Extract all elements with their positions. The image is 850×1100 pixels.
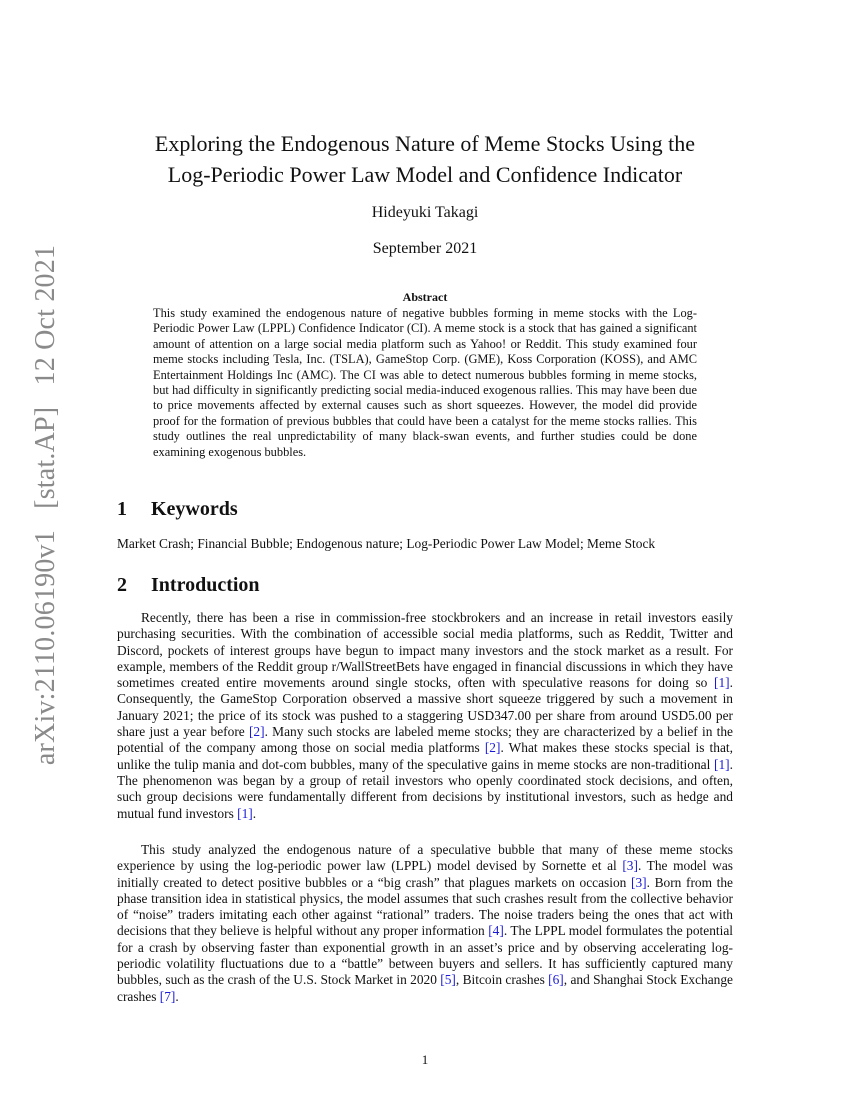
paragraph-text: . The phenomenon was began by a group of retail investors who openly coordinated stock decisions, and often, such group decisions were fundamentally different from decisions by institutional investors, such as hedge and mutual fund investors [117,756,733,821]
citation-link[interactable]: [1] [237,805,253,821]
arxiv-id: arXiv:2110.06190v1 [30,530,61,766]
paragraph-text: . The model was initially created to detect positive bubbles or a “big crash” that plagues markets on occasion [117,858,733,890]
paper-author: Hideyuki Takagi [371,204,479,221]
arxiv-identifier-stamp [30,231,62,765]
introduction-paragraph-2 [117,842,733,1005]
paper-title-line-2: Log-Periodic Power Law Model and Confidence Indicator [167,162,683,187]
citation-link[interactable]: [6] [548,972,564,988]
paragraph-text: , Bitcoin crashes [455,972,549,988]
citation-link[interactable]: [2] [484,740,501,756]
keywords-text: Market Crash; Financial Bubble; Endogenous nature; Log-Periodic Power Law Model; Meme Stock [117,536,656,551]
citation-link[interactable]: [1] [714,756,730,772]
section-number: 1 [117,498,127,520]
paper-title [110,128,740,190]
citation-link[interactable]: [3] [631,874,647,890]
paragraph-text: . [175,988,179,1004]
citation-link[interactable]: [4] [488,923,504,939]
paragraph-text: . Born from the phase transition idea in statistical physics, the model assumes that such crashes result from the collective behavior of “noise” traders imitating each other against “rational” traders. The noise traders being the ones that act with decisions that they believe is helpful without any proper information [117,874,734,939]
abstract-text: This study examined the endogenous nature of negative bubbles forming in meme stocks with the Log-Periodic Power Law (LPPL) Confidence Indicator (CI). A meme stock is a stock that has gained a significant amount of attention on a large social media platform such as Yahoo! or Reddit. This study examined four meme stocks including Tesla, Inc. (TSLA), GameStop Corp. (GME), Koss Corporation (KOSS), and AMC Entertainment Holdings Inc (AMC). The CI was able to detect numerous bubbles forming in meme stocks, but had difficulty in significantly predicting social media-induced exogenous rallies. This may have been due to price movements affected by external causes such as short squeezes. However, the model did provide proof for the formation of previous bubbles that could have been a catalyst for the meme stocks rallies. This study outlines the real unpredictability of many black-swan events, and further studies could be done examining exogenous bubbles. [153,306,697,459]
citation-link[interactable]: [1] [714,675,730,691]
paragraph-text: . Consequently, the GameStop Corporation observed a massive short squeeze triggered by such a movement in January 2021; the price of its stock was pushed to a staggering USD347.00 per share from around USD5.00 per share just a year before [117,675,733,740]
section-heading-introduction [117,574,260,597]
citation-link[interactable]: [7] [159,988,176,1004]
citation-link[interactable]: [2] [248,724,265,740]
paper-date: September 2021 [372,240,478,257]
section-heading-keywords [117,498,238,521]
paragraph-text: Recently, there has been a rise in commission-free stockbrokers and an increase in retail investors easily purchasing securities. With the combination of accessible social media platforms, such as Reddit, Twitter and Discord, pockets of interest groups have begun to impact many investors and the stock market as a result. For example, members of the Reddit group r/WallStreetBets have engaged in financial discussions in which they have sometimes created entire movements around single stocks, often with speculative reasons for doing so [117,610,733,691]
citation-link[interactable]: [5] [440,972,456,988]
abstract-heading: Abstract [402,290,448,304]
section-title: Introduction [151,574,260,596]
arxiv-category: [stat.AP] [30,406,61,509]
paragraph-text: . Many such stocks are labeled meme stocks; they are characterized by a belief in the potential of the company among those on social media platforms [117,724,733,756]
section-number: 2 [117,574,127,596]
citation-link[interactable]: [3] [622,858,638,874]
paragraph-text: . What makes these stocks special is that, unlike the tulip mania and dot-com bubbles, many of the speculative gains in meme stocks are non-traditional [117,740,733,772]
page-number: 1 [421,1052,429,1067]
paragraph-text: . [252,805,257,821]
section-title: Keywords [151,498,238,520]
arxiv-date: 12 Oct 2021 [30,244,61,386]
paragraph-text: . The LPPL model formulates the potential for a crash by observing faster than exponential growth in an asset’s price and by observing accelerating log-periodic volatility fluctuations due to a “battle” between buyers and sellers. It has sufficiently captured many bubbles, such as the crash of the U.S. Stock Market in 2020 [117,923,733,988]
paper-title-line-1: Exploring the Endogenous Nature of Meme Stocks Using the [154,131,696,156]
introduction-paragraph-1 [117,610,733,822]
paragraph-text: This study analyzed the endogenous nature of a speculative bubble that many of these meme stocks experience by using the log-periodic power law (LPPL) model devised by Sornette et al [117,842,733,874]
paragraph-text: , and Shanghai Stock Exchange crashes [117,972,733,1004]
